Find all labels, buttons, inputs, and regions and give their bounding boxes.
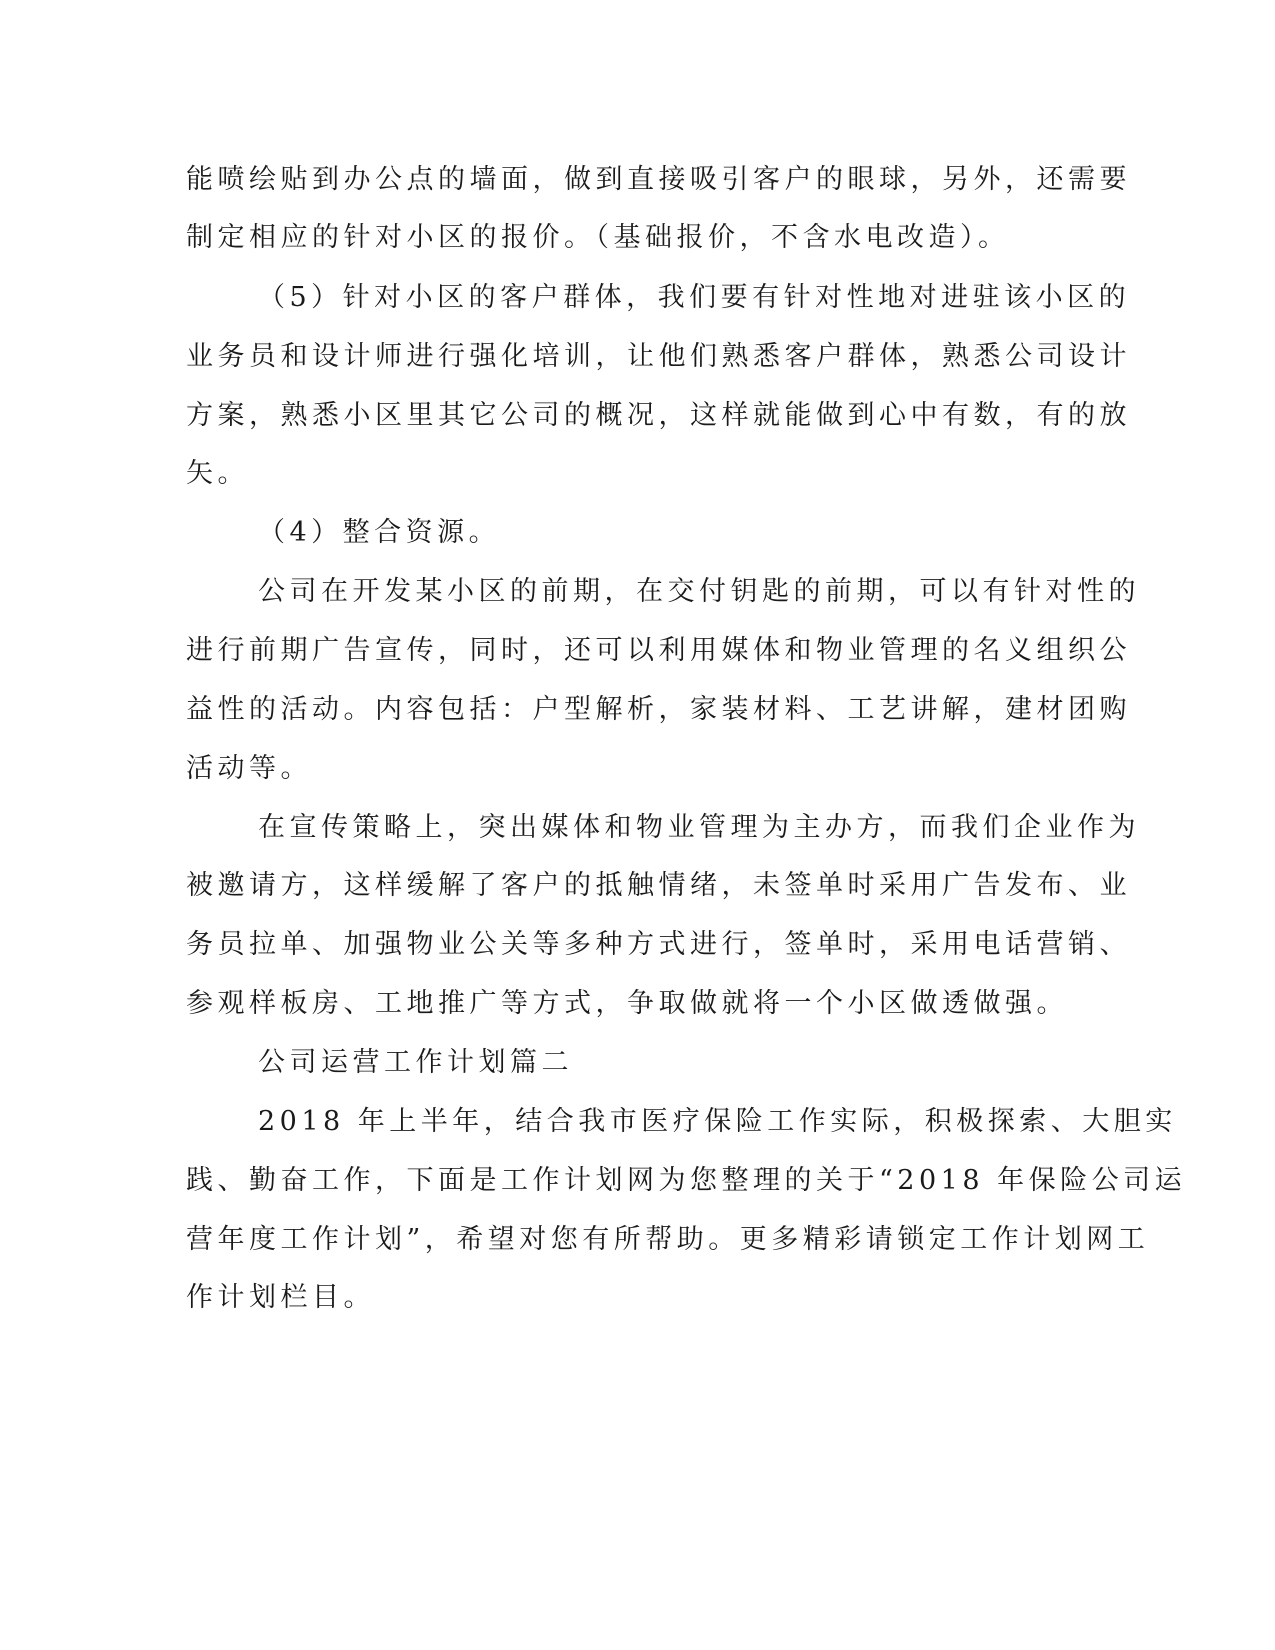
section-heading: （4）整合资源。 xyxy=(258,517,501,548)
section-title: 公司运营工作计划篇二 xyxy=(258,1047,573,1078)
paragraph-line: 参观样板房、工地推广等方式，争取做就将一个小区做透做强。 xyxy=(186,988,1068,1019)
paragraph-line: 能喷绘贴到办公点的墙面，做到直接吸引客户的眼球，另外，还需要 xyxy=(186,164,1131,195)
paragraph-line: 务员拉单、加强物业公关等多种方式进行，签单时，采用电话营销、 xyxy=(186,929,1131,960)
paragraph-line: 在宣传策略上，突出媒体和物业管理为主办方，而我们企业作为 xyxy=(258,812,1140,843)
paragraph-line: 践、勤奋工作，下面是工作计划网为您整理的关于“2018 年保险公司运 xyxy=(186,1165,1187,1196)
paragraph-line: 2018 年上半年，结合我市医疗保险工作实际，积极探索、大胆实 xyxy=(258,1106,1177,1137)
paragraph-line: （5）针对小区的客户群体，我们要有针对性地对进驻该小区的 xyxy=(258,282,1131,313)
paragraph-line: 制定相应的针对小区的报价。（基础报价，不含水电改造）。 xyxy=(186,222,1010,253)
paragraph-line: 被邀请方，这样缓解了客户的抵触情绪，未签单时采用广告发布、业 xyxy=(186,870,1131,901)
paragraph-line: 进行前期广告宣传，同时，还可以利用媒体和物业管理的名义组织公 xyxy=(186,635,1131,666)
paragraph-line: 公司在开发某小区的前期，在交付钥匙的前期，可以有针对性的 xyxy=(258,576,1140,607)
paragraph-line: 方案，熟悉小区里其它公司的概况，这样就能做到心中有数，有的放 xyxy=(186,400,1131,431)
paragraph-line: 矢。 xyxy=(186,458,249,489)
paragraph-line: 业务员和设计师进行强化培训，让他们熟悉客户群体，熟悉公司设计 xyxy=(186,341,1131,372)
paragraph-line: 活动等。 xyxy=(186,753,312,784)
paragraph-line: 益性的活动。内容包括：户型解析，家装材料、工艺讲解，建材团购 xyxy=(186,694,1131,725)
paragraph-line: 作计划栏目。 xyxy=(186,1282,375,1313)
paragraph-line: 营年度工作计划”，希望对您有所帮助。更多精彩请锁定工作计划网工 xyxy=(186,1224,1150,1255)
